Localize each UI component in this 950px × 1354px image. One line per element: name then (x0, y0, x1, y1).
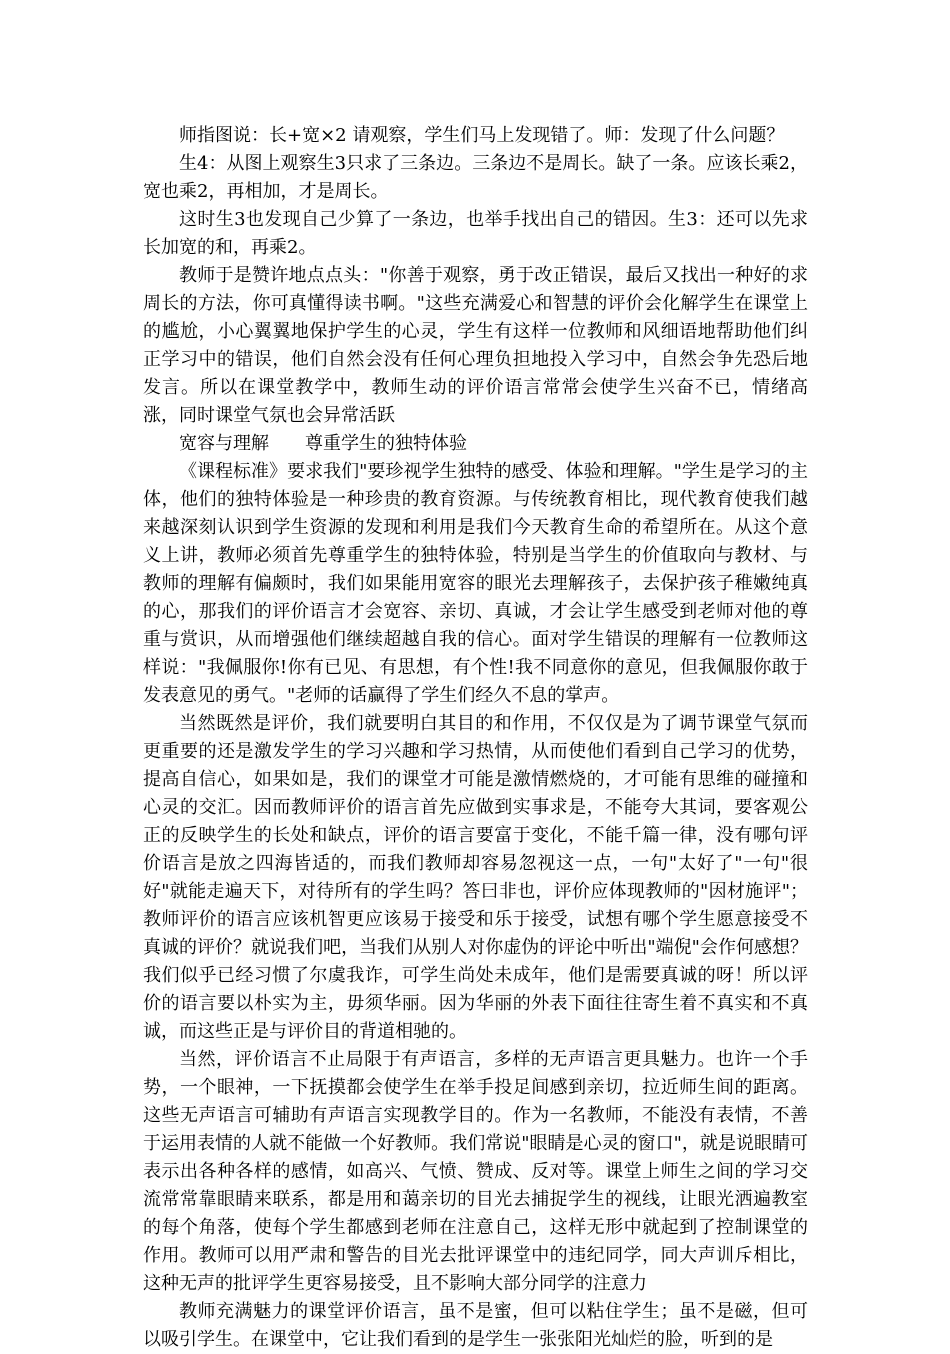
paragraph: 教师于是赞许地点点头："你善于观察，勇于改正错误，最后又找出一种好的求周长的方法，你可真懂得读书啊。"这些充满爱心和智慧的评价会化解学生在课堂上的尴尬，小心翼翼地保护学生的心灵，学生有这样一位教师和风细语地帮助他们纠正学习中的错误，他们自然会没有任何心理负担地投入学习中，自然会争先恐后地发言。所以在课堂教学中，教师生动的评价语言常常会使学生兴奋不已，情绪高涨，同时课堂气氛也会异常活跃 (143, 265, 808, 426)
paragraph: 生4：从图上观察生3只求了三条边。三条边不是周长。缺了一条。应该长乘2，宽也乘2，再相加，才是周长。 (143, 153, 808, 202)
paragraph: 当然既然是评价，我们就要明白其目的和作用，不仅仅是为了调节课堂气氛而更重要的还是激发学生的学习兴趣和学习热情，从而使他们看到自己学习的优势，提高自信心，如果如是，我们的课堂才可能是激情燃烧的，才可能有思维的碰撞和心灵的交汇。因而教师评价的语言首先应做到实事求是，不能夸大其词，要客观公正的反映学生的长处和缺点，评价的语言要富于变化，不能千篇一律，没有哪句评价语言是放之四海皆适的，而我们教师却容易忽视这一点，一句"太好了"一句"很好"就能走遍天下，对待所有的学生吗？答曰非也，评价应体现教师的"因材施评"；教师评价的语言应该机智更应该易于接受和乐于接受，试想有哪个学生愿意接受不真诚的评价？就说我们吧，当我们从别人对你虚伪的评论中听出"端倪"会作何感想？我们似乎已经习惯了尔虞我诈，可学生尚处未成年，他们是需要真诚的呀！所以评价的语言要以朴实为主，毋须华丽。因为华丽的外表下面往往寄生着不真实和不真诚，而这些正是与评价目的背道相驰的。 (143, 713, 808, 1042)
paragraph: 《课程标准》要求我们"要珍视学生独特的感受、体验和理解。"学生是学习的主体，他们的独特体验是一种珍贵的教育资源。与传统教育相比，现代教育使我们越来越深刻认识到学生资源的发现和利用是我们今天教育生命的希望所在。从这个意义上讲，教师必须首先尊重学生的独特体验，特别是当学生的价值取向与教材、与教师的理解有偏颇时，我们如果能用宽容的眼光去理解孩子，去保护孩子稚嫩纯真的心，那我们的评价语言才会宽容、亲切、真诚，才会让学生感受到老师对他的尊重与赏识，从而增强他们继续超越自我的信心。面对学生错误的理解有一位教师这样说："我佩服你!你有已见、有思想，有个性!我不同意你的意见，但我佩服你敢于发表意见的勇气。"老师的话赢得了学生们经久不息的掌声。 (143, 461, 808, 706)
document-body (143, 122, 808, 1354)
paragraph: 师指图说：长+宽×2 请观察，学生们马上发现错了。师：发现了什么问题？ (179, 125, 785, 146)
section-heading: 宽容与理解 尊重学生的独特体验 (179, 433, 467, 454)
paragraph: 这时生3也发现自己少算了一条边，也举手找出自己的错因。生3：还可以先求长加宽的和，再乘2。 (143, 209, 808, 258)
paragraph: 当然，评价语言不止局限于有声语言，多样的无声语言更具魅力。也许一个手势，一个眼神，一下抚摸都会使学生在举手投足间感到亲切，拉近师生间的距离。这些无声语言可辅助有声语言实现教学目的。作为一名教师，不能没有表情，不善于运用表情的人就不能做一个好教师。我们常说"眼睛是心灵的窗口"，就是说眼睛可表示出各种各样的感情，如高兴、气愤、赞成、反对等。课堂上师生之间的学习交流常常靠眼睛来联系，都是用和蔼亲切的目光去捕捉学生的视线，让眼光洒遍教室的每个角落，使每个学生都感到老师在注意自己，这样无形中就起到了控制课堂的作用。教师可以用严肃和警告的目光去批评课堂中的违纪同学，同大声训斥相比，这种无声的批评学生更容易接受，且不影响大部分同学的注意力 (143, 1049, 808, 1294)
paragraph: 教师充满魅力的课堂评价语言，虽不是蜜，但可以粘住学生；虽不是磁，但可以吸引学生。在课堂中，它让我们看到的是学生一张张阳光灿烂的脸，听到的是 (143, 1301, 808, 1350)
